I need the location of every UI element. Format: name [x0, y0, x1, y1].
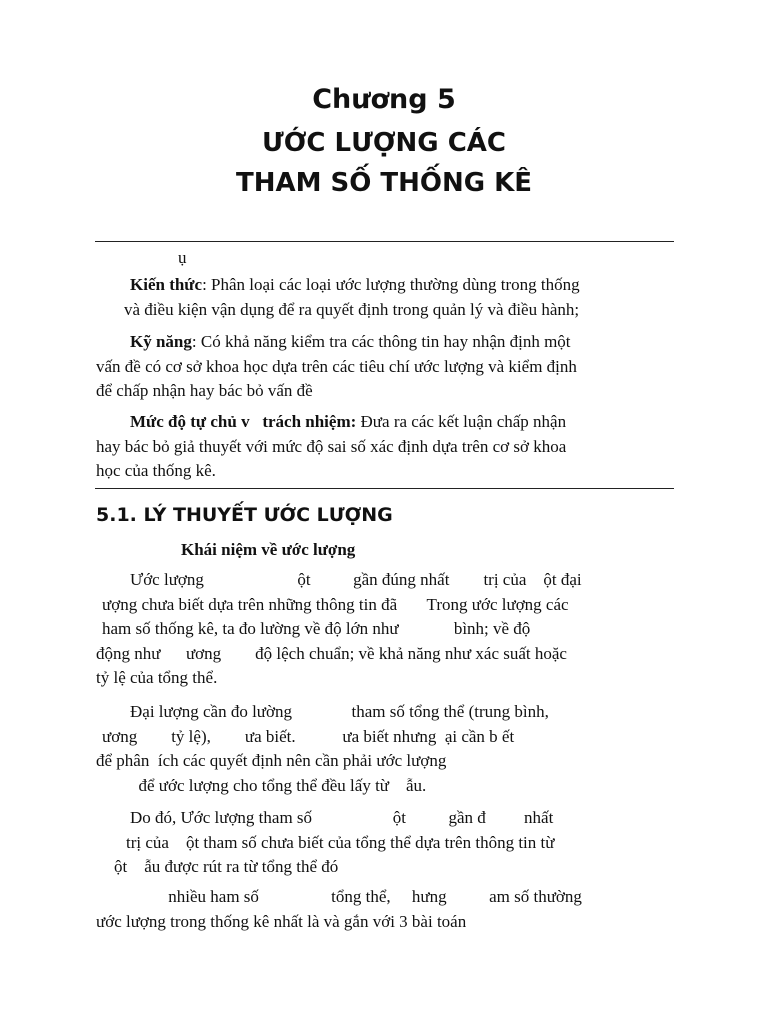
paragraph-1-line-1: Ước lượng ột gần đúng nhất trị của ột đại [130, 570, 582, 589]
paragraph-1-line-5: tỷ lệ của tổng thể. [96, 668, 218, 687]
objective-knowledge-text-2: và điều kiện vận dụng để ra quyết định trong quản lý và điều hành; [124, 299, 580, 319]
objective-skills [96, 330, 673, 404]
paragraph-1-line-2: ượng chưa biết dựa trên những thông tin đã Trong ước lượng các [102, 594, 569, 614]
subsection-title: Khái niệm về ước lượng [181, 540, 356, 559]
paragraph-3-line-3: ột ẫu được rút ra từ tổng thể đó [114, 857, 339, 876]
objective-autonomy-text-2: hay bác bỏ giả thuyết với mức độ sai số xác định dựa trên cơ sở khoa [96, 436, 567, 456]
paragraph-1-line-3: ham số thống kê, ta đo lường về độ lớn như bình; về độ [102, 619, 531, 638]
paragraph-4-line-1: nhiều ham số tổng thể, hưng am số thường [130, 887, 582, 906]
paragraph-2-line-1: Đại lượng cần đo lường tham số tổng thể (trung bình, [130, 702, 549, 721]
bottom-divider [95, 488, 674, 489]
paragraph-2-line-2: ương tỷ lệ), ưa biết. ưa biết nhưng ại cần b ết [102, 726, 515, 746]
paragraph-1-line-4: động như ương độ lệch chuẩn; về khả năng như xác suất hoặc [96, 643, 567, 663]
paragraph-3-line-1: Do đó, Ước lượng tham số ột gần đ nhất [130, 808, 554, 827]
objective-autonomy-text-1: Đưa ra các kết luận chấp nhận [356, 412, 567, 431]
objective-knowledge-text-1: : Phân loại các loại ước lượng thường dùng trong thống [202, 275, 580, 294]
paragraph-4 [96, 885, 673, 934]
objective-skills-text-1: : Có khả năng kiểm tra các thông tin hay nhận định một [191, 332, 571, 351]
paragraph-2-line-4: để ước lượng cho tổng thể đều lấy từ ẫu. [96, 775, 427, 795]
paragraph-2-line-3: để phân ích các quyết định nên cần phải ước lượng [96, 751, 447, 770]
objectives-marker: ụ [178, 248, 187, 267]
paragraph-3-line-2: trị của ột tham số chưa biết của tổng thể dựa trên thông tin từ [126, 832, 555, 852]
objective-knowledge [96, 273, 673, 322]
objective-skills-text-3: để chấp nhận hay bác bỏ vấn đề [96, 381, 313, 400]
objective-skills-text-2: vấn đề có cơ sở khoa học dựa trên các tiêu chí ước lượng và kiểm định [96, 356, 577, 376]
objective-knowledge-label: Kiến thức [130, 275, 203, 294]
top-divider [95, 241, 674, 242]
paragraph-4-line-2: ước lượng trong thống kê nhất là và gắn với 3 bài toán [96, 911, 467, 931]
chapter-number: Chương 5 [312, 84, 456, 115]
chapter-title-line-2: THAM SỐ THỐNG KÊ [235, 168, 533, 198]
chapter-title-line-1: ƯỚC LƯỢNG CÁC [261, 128, 506, 158]
section-title: 5.1. LÝ THUYẾT ƯỚC LƯỢNG [96, 504, 393, 526]
objective-autonomy-label: Mức độ tự chủ v trách nhiệm: [130, 412, 357, 431]
paragraph-2 [96, 700, 673, 798]
objective-skills-label: Kỹ năng [130, 332, 192, 351]
paragraph-1 [96, 568, 673, 691]
objective-autonomy [96, 410, 673, 484]
paragraph-3 [96, 806, 673, 880]
objective-autonomy-text-3: học của thống kê. [96, 461, 216, 480]
